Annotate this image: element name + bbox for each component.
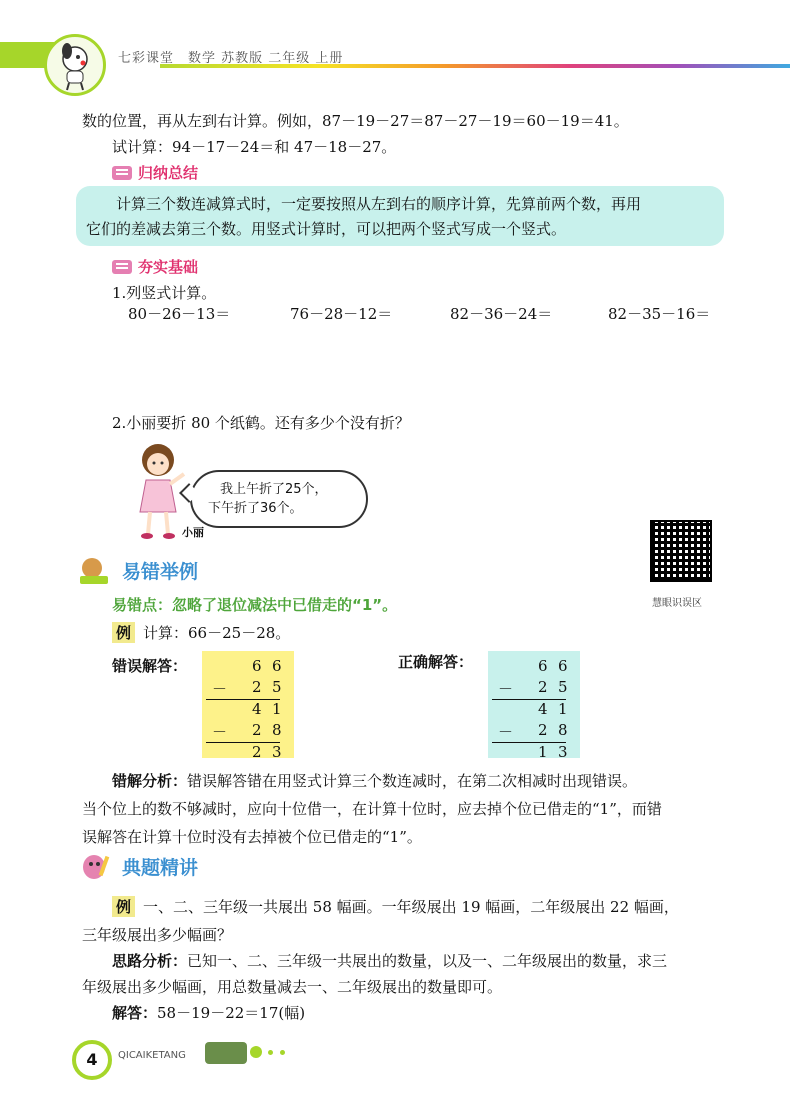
analysis-label: 错解分析： (112, 772, 188, 790)
basics-title: 夯实基础 (138, 258, 199, 276)
mascot-icon (44, 34, 106, 96)
page-number: 4 (72, 1040, 112, 1080)
answer-label: 解答： (112, 1004, 158, 1022)
qr-caption: 慧眼识误区 (652, 598, 702, 609)
error-example-text: 计算：66－25－28。 (143, 624, 291, 642)
expression-2: 76－28－12＝ (290, 305, 393, 323)
footer-illustration (205, 1042, 247, 1064)
expression-3: 82－36－24＝ (450, 305, 553, 323)
footer-dot (250, 1046, 262, 1058)
typical-title: 典题精讲 (122, 857, 199, 879)
footer-dot (268, 1050, 273, 1055)
errors-title: 易错举例 (122, 561, 199, 583)
summary-text-1: 计算三个数连减算式时，一定要按照从左到右的顺序计算，先算前两个数，再用 (116, 195, 642, 213)
summary-title: 归纳总结 (138, 164, 199, 182)
analysis-line-3: 误解答在计算十位时没有去掉被个位已借走的“1”。 (82, 828, 422, 846)
errors-heading (76, 556, 198, 586)
summary-heading (112, 162, 198, 183)
typical-heading (76, 852, 198, 882)
example-tag: 例 (112, 896, 135, 917)
wrong-calculation: 6 6 － 2 5 4 1 － 2 8 2 3 (202, 651, 294, 758)
footer-brand: QICAIKETANG (118, 1050, 186, 1061)
expression-4: 82－35－16＝ (608, 305, 711, 323)
right-calculation: 6 6 － 2 5 4 1 － 2 8 1 3 (488, 651, 580, 758)
typical-question-2: 三年级展出多少幅画？ (82, 926, 233, 944)
bubble-line-1: 我上午折了25个， (220, 482, 328, 497)
qr-code-icon[interactable] (650, 520, 712, 582)
answer-line: 解答：58－19－22＝17(幅) (112, 1004, 306, 1022)
summary-box (76, 186, 724, 246)
analysis-line-1: 错解分析：错误解答错在用竖式计算三个数连减时，在第二次相减时出现错误。 (112, 772, 638, 790)
think-label: 思路分析： (112, 952, 188, 970)
summary-text-2: 它们的差减去第三个数。用竖式计算时，可以把两个竖式写成一个竖式。 (86, 220, 567, 238)
analysis-line-2: 当个位上的数不够减时，应向十位借一，在计算十位时，应去掉个位已借走的“1”，而错 (82, 800, 662, 818)
mascot-reading-icon (76, 556, 112, 586)
error-example (112, 622, 290, 643)
right-label: 正确解答： (398, 653, 474, 671)
think-line-1: 思路分析：已知一、二、三年级一共展出的数量，以及一、二年级展出的数量，求三 (112, 952, 668, 970)
question-1: 1.列竖式计算。 (112, 284, 217, 302)
bubble-line-2: 下午折了36个。 (208, 501, 303, 516)
expression-1: 80－26－13＝ (128, 305, 231, 323)
typical-question-1: 例 一、二、三年级一共展出 58 幅画。一年级展出 19 幅画，二年级展出 22 幅画， (112, 896, 679, 917)
wrong-label: 错误解答： (112, 657, 188, 675)
mascot-pencil-icon (76, 852, 112, 882)
think-line-2: 年级展出多少幅画，用总数量减去一、二年级展出的数量即可。 (82, 978, 503, 996)
footer-dot (280, 1050, 285, 1055)
example-tag: 例 (112, 622, 135, 643)
notebook-icon (112, 260, 132, 274)
speech-bubble (190, 470, 368, 528)
intro-line-1: 数的位置，再从左到右计算。例如，87－19－27＝87－27－19＝60－19＝41。 (82, 112, 629, 130)
notebook-icon (112, 166, 132, 180)
basics-heading (112, 256, 198, 277)
error-point: 易错点：忽略了退位减法中已借走的“1”。 (112, 596, 398, 614)
girl-name: 小丽 (182, 526, 204, 539)
question-2: 2.小丽要折 80 个纸鹤。还有多少个没有折？ (112, 414, 410, 432)
intro-line-2: 试计算：94－17－24＝和 47－18－27。 (112, 138, 397, 156)
header-title: 七彩课堂 数学 苏教版 二年级 上册 (118, 51, 344, 66)
